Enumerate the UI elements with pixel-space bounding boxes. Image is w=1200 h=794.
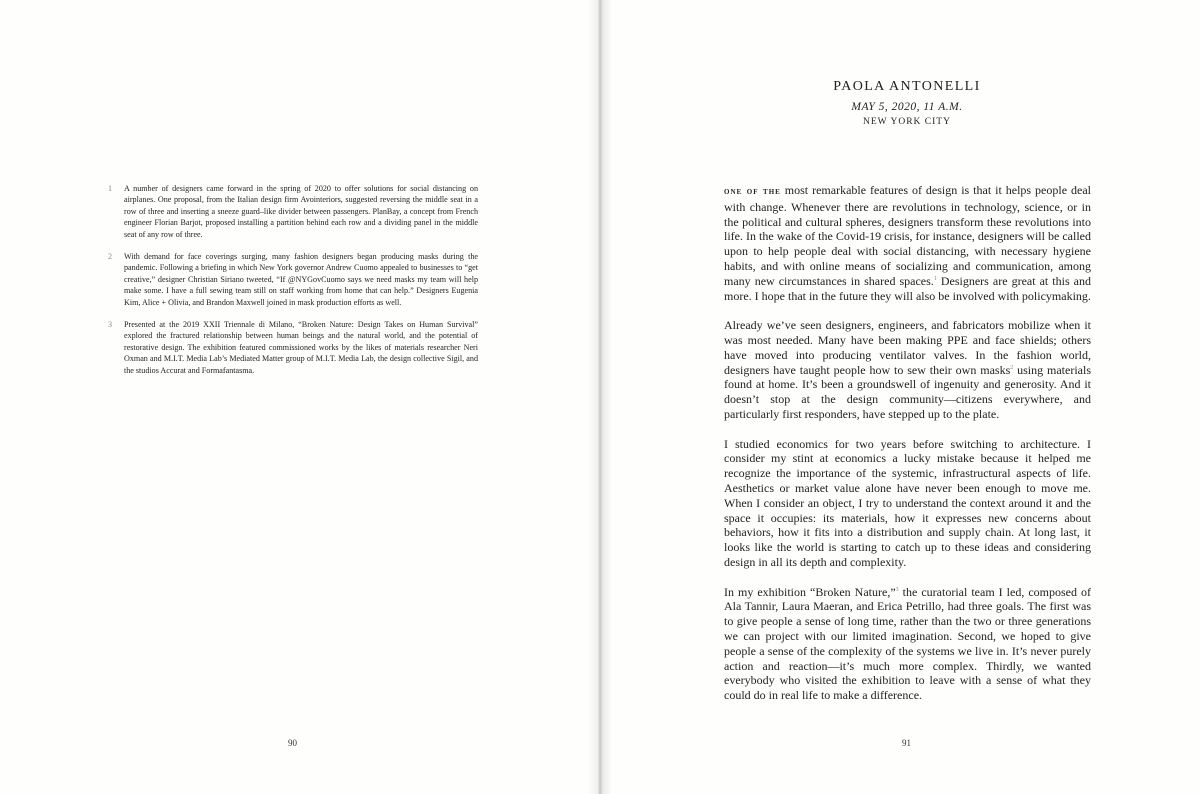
paragraph-text: most remarkable features of design is that it helps people deal with change. Whenever there are revolutions in technology, science, or in the political and cultural spheres, designers transform these revolutions into life. In the wake of the Covid-19 crisis, for instance, designers will be called upon to help people deal with social distancing, with necessary hygiene habits, and with online means of socializing and communication, among many new circumstances in shared spaces. — [724, 183, 1091, 288]
paragraph-text: Designers are great at this and more. I hope that in the future they will also be involved with policymaking. — [724, 273, 1092, 303]
page-number-right: 91 — [902, 738, 911, 748]
footnote-text: A number of designers came forward in the spring of 2020 to offer solutions for social distancing on airplanes. One proposal, from the Italian design firm Avointeriors, suggested reversing the middle seat in a row of three and inserting a sneeze guard–like divider between passengers. PlanBay, a concept from French engineer Florian Barjot, proposed installing a partition behind each row and a dividing panel in the middle seat of any row of three. — [124, 184, 478, 239]
footnote-ref[interactable]: 3 — [895, 586, 899, 593]
footnote-ref[interactable]: 2 — [1010, 364, 1014, 371]
page-gutter-shadow — [588, 0, 612, 794]
footnote-number: 2 — [108, 252, 113, 262]
footnote-3 — [108, 319, 478, 376]
paragraph-text: Already we’ve seen designers, engineers, and fabricators mobilize when it was most needed. Many have been making PPE and face shields; others have moved into producing ventilator valves. In the fashion world, designers have taught people how to sew their own masks — [724, 318, 1091, 377]
paragraph-text: the curatorial team I led, composed of Ala Tannir, Laura Maeran, and Erica Petrillo, had three goals. The first was to give people a sense of long time, rather than the two or three generations we can project with our limited imagination. Second, we hoped to give people a sense of the complexity of the systems we live in. It’s never purely action and reaction—it’s much more complex. Thirdly, we wanted everybody who visited the exhibition to leave with a sense of what they could do in real life to make a difference. — [724, 584, 1092, 703]
author-name: PAOLA ANTONELLI — [833, 79, 981, 94]
paragraph-1 — [724, 183, 1091, 303]
paragraph-text: I studied economics for two years before switching to architecture. I consider my stint at economics a lucky mistake because it helped me recognize the importance of the systemic, infrastructural aspects of life. Aesthetics or market value alone have never been enough to move me. When I consider an object, I try to understand the context around it and the space it occupies: its materials, how it expresses new concerns about behaviors, how it fits into a distribution and supply chain. At long last, it looks like the world is starting to catch up to these ideas and considering design in all its depth and complexity. — [724, 436, 1091, 569]
footnote-1 — [108, 183, 478, 240]
footnotes — [108, 183, 478, 387]
footnote-ref[interactable]: 1 — [933, 275, 937, 282]
lead-in: one of the — [724, 186, 781, 197]
footnote-text: Presented at the 2019 XXII Triennale di Milano, “Broken Nature: Design Takes on Human Survival” explored the fractured relationship between human beings and the natural world, and the potential of restorative design. The exhibition featured commissioned works by the likes of materials researcher Neri Oxman and M.I.T. Media Lab’s Mediated Matter group of M.I.T. Media Lab, the design collective Sigil, and the studios Accurat and Formafantasma. — [124, 320, 478, 375]
footnote-number: 1 — [108, 184, 113, 193]
paragraph-text: using materials found at home. It’s been a groundswell of ingenuity and generosity. And it doesn’t stop at the design community—citizens everywhere, and particularly first responders, have stepped up to the plate. — [724, 362, 1092, 421]
body-text — [724, 183, 1091, 718]
interview-date: MAY 5, 2020, 11 A.M. — [851, 101, 963, 113]
page-number-left: 90 — [288, 738, 297, 748]
paragraph-2 — [724, 318, 1091, 422]
interview-place: NEW YORK CITY — [863, 117, 951, 127]
paragraph-text: In my exhibition “Broken Nature,” — [724, 584, 896, 599]
footnote-2 — [108, 251, 478, 308]
footnote-text: With demand for face coverings surging, many fashion designers began producing masks during the pandemic. Following a briefing in which New York governor Andrew Cuomo appealed to businesses to “get creative,” designer Christian Siriano tweeted, “If @NYGovCuomo says we need masks my team will help make some. I have a full sewing team still on staff working from home that can help.” Designers Eugenia Kim, Alice + Olivia, and Brandon Maxwell joined in mask production efforts as well. — [124, 252, 478, 307]
footnote-number: 3 — [108, 320, 113, 330]
paragraph-3 — [724, 437, 1091, 570]
paragraph-4 — [724, 585, 1091, 703]
